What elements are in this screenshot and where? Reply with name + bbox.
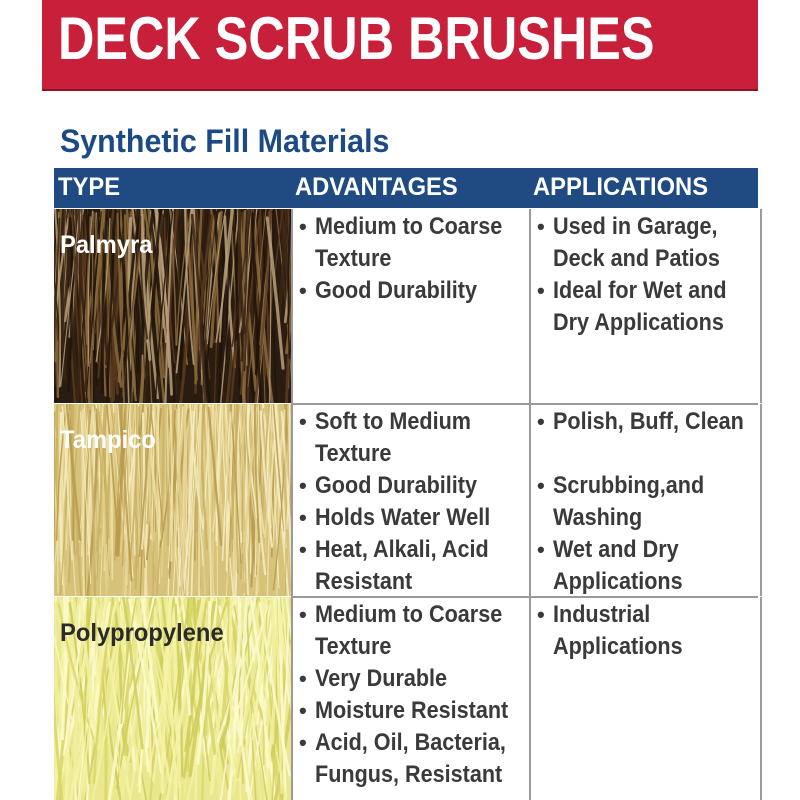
tampico-bristle-image (54, 404, 291, 596)
list-item: • Used in Garage, Deck and Patios (535, 211, 746, 275)
list-item: • Good Durability (297, 470, 510, 502)
list-item: • Medium to Coarse Texture (297, 599, 530, 663)
header-type: TYPE (58, 173, 121, 201)
list-item: • Heat, Alkali, Acid Resistant (297, 534, 510, 598)
list-item: • Wet and Dry Applications (535, 534, 765, 598)
advantages-cell (291, 597, 531, 800)
list-item: • Very Durable (297, 663, 530, 695)
advantages-cell (291, 209, 531, 403)
palmyra-bristle-image (54, 209, 291, 403)
table-header (54, 168, 758, 208)
list-item: • Ideal for Wet and Dry Applications (535, 275, 746, 339)
table-row (54, 404, 758, 596)
header-advantages: ADVANTAGES (295, 173, 458, 201)
table-row (54, 597, 758, 800)
advantages-cell (291, 404, 531, 596)
list-item: • Industrial Applications (535, 599, 697, 663)
list-item: • Scrubbing,and Washing (535, 470, 765, 534)
applications-cell (529, 597, 762, 800)
list-item: • Soft to Medium Texture (297, 406, 510, 470)
polypropylene-bristle-image (54, 597, 291, 800)
table-row (54, 209, 758, 403)
header-applications: APPLICATIONS (533, 173, 709, 201)
list-item: • Medium to Coarse Texture (297, 211, 523, 275)
list-item: • Moisture Resistant (297, 695, 530, 727)
section-title: Synthetic Fill Materials (60, 123, 390, 159)
fill-materials-table (54, 168, 758, 800)
type-label-polypropylene: Polypropylene (60, 619, 224, 647)
title-banner (42, 0, 758, 91)
type-label-tampico: Tampico (60, 426, 156, 454)
banner-title: DECK SCRUB BRUSHES (58, 5, 655, 72)
list-item: • Good Durability (297, 275, 523, 307)
list-item: • Acid, Oil, Bacteria, Fungus, Resistant (297, 727, 530, 791)
applications-cell (529, 209, 762, 403)
list-item: • Polish, Buff, Clean (535, 406, 765, 438)
type-label-palmyra: Palmyra (60, 231, 153, 259)
applications-cell (529, 404, 762, 596)
list-item: • Holds Water Well (297, 502, 510, 534)
